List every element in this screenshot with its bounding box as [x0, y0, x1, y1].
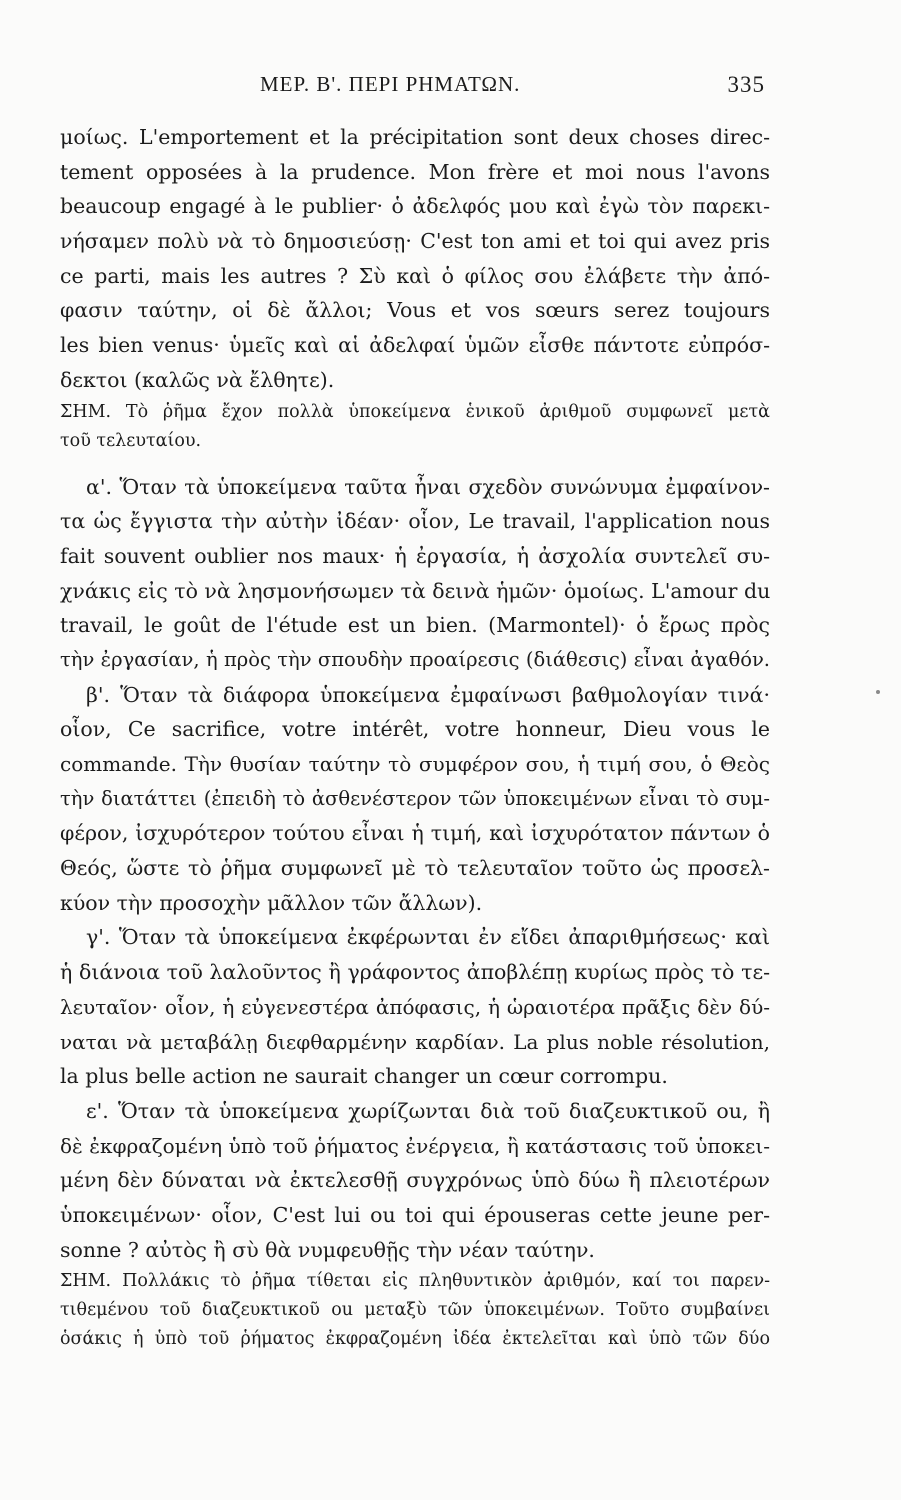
- text-line: χνάκις εἰς τὸ νὰ λησμονήσωμεν τὰ δεινὰ ἡμῶν· ὁμοίως. L'amour du: [60, 578, 770, 603]
- text-line: κύον τὴν προσοχὴν μᾶλλον τῶν ἄλλων).: [60, 890, 483, 915]
- text-line: les bien venus· ὑμεῖς καὶ αἱ ἀδελφαί ὑμῶν εἶσθε πάντοτε εὐπρόσ-: [60, 333, 770, 358]
- text-line: Θεός, ὥστε τὸ ῥῆμα συμφωνεῖ μὲ τὸ τελευταῖον τοῦτο ὡς προσελ-: [60, 856, 770, 881]
- text-line: sonne ? αὐτὸς ἢ σὺ θὰ νυμφευθῇς τὴν νέαν ταύτην.: [60, 1237, 595, 1262]
- text-line: μένη δὲν δύναται νὰ ἐκτελεσθῇ συγχρόνως ὑπὸ δύω ἢ πλειοτέρων: [60, 1168, 770, 1193]
- text-line: γ'. Ὅταν τὰ ὑποκείμενα ἐκφέρωνται ἐν εἴδει ἀπαριθμήσεως· καὶ: [86, 925, 770, 950]
- note-line: ΣΗΜ. Τὸ ῥῆμα ἔχον πολλὰ ὑποκείμενα ἑνικοῦ ἀριθμοῦ συμφωνεῖ μετὰ: [60, 401, 770, 422]
- text-line: la plus belle action ne saurait changer un cœur corrompu.: [60, 1064, 668, 1089]
- text-line: ἡ διάνοια τοῦ λαλοῦντος ἢ γράφοντος ἀποβλέπῃ κυρίως πρὸς τὸ τε-: [60, 960, 770, 985]
- text-line: fait souvent oublier nos maux· ἡ ἐργασία, ἡ ἀσχολία συντελεῖ συ-: [60, 543, 770, 568]
- note-line: ΣΗΜ. Πολλάκις τὸ ῥῆμα τίθεται εἰς πληθυντικὸν ἀριθμόν, καί τοι παρεν-: [60, 1271, 770, 1292]
- text-line: λευταῖον· οἷον, ἡ εὐγενεστέρα ἀπόφασις, ἡ ὡραιοτέρα πρᾶξις δὲν δύ-: [60, 994, 770, 1019]
- text-line: νήσαμεν πολὺ νὰ τὸ δημοσιεύσῃ· C'est ton ami et toi qui avez pris: [60, 229, 770, 254]
- text-line: φασιν ταύτην, οἱ δὲ ἄλλοι; Vous et vos sœurs serez toujours: [60, 298, 770, 323]
- text-line: travail, le goût de l'étude est un bien. (Marmontel)· ὁ ἔρως πρὸς: [60, 613, 770, 638]
- note-line: τιθεμένου τοῦ διαζευκτικοῦ ou μεταξὺ τῶν ὑποκειμένων. Τοῦτο συμβαίνει: [60, 1300, 770, 1321]
- text-line: δὲ ἐκφραζομένη ὑπὸ τοῦ ῥήματος ἐνέργεια, ἢ κατάστασις τοῦ ὑποκει-: [60, 1133, 770, 1158]
- text-line: tement opposées à la prudence. Mon frère et moi nous l'avons: [60, 159, 770, 184]
- text-line: φέρον, ἰσχυρότερον τούτου εἶναι ἡ τιμή, καὶ ἰσχυρότατον πάντων ὁ: [60, 821, 770, 846]
- body-text: [60, 120, 770, 1354]
- text-line: α'. Ὅταν τὰ ὑποκείμενα ταῦτα ἦναι σχεδὸν συνώνυμα ἐμφαίνον-: [86, 474, 770, 499]
- text-line: μοίως. L'emportement et la précipitation sont deux choses direc-: [60, 125, 770, 149]
- text-line: ce parti, mais les autres ? Σὺ καὶ ὁ φίλος σου ἐλάβετε τὴν ἀπό-: [60, 263, 770, 288]
- running-title: ΜΕΡ. Β'. ΠΕΡΙ ΡΗΜΑΤΩΝ.: [260, 72, 521, 96]
- text-line: ὑποκειμένων· οἷον, C'est lui ou toi qui épouseras cette jeune per-: [60, 1202, 770, 1227]
- text-line: οἷον, Ce sacrifice, votre intérêt, votre honneur, Dieu vous le: [60, 717, 770, 742]
- text-line: β'. Ὅταν τὰ διάφορα ὑποκείμενα ἐμφαίνωσι βαθμολογίαν τινά·: [86, 682, 770, 707]
- note-line: τοῦ τελευταίου.: [60, 430, 202, 451]
- margin-dot: [876, 690, 880, 694]
- text-line: ε'. Ὅταν τὰ ὑποκείμενα χωρίζωνται διὰ τοῦ διαζευκτικοῦ ou, ἢ: [86, 1098, 770, 1123]
- text-line: τὴν διατάττει (ἐπειδὴ τὸ ἀσθενέστερον τῶν ὑποκειμένων εἶναι τὸ συμ-: [60, 786, 770, 810]
- text-line: δεκτοι (καλῶς νὰ ἔλθητε).: [60, 367, 335, 392]
- text-line: ναται νὰ μεταβάλῃ διεφθαρμένην καρδίαν. La plus noble résolution,: [60, 1029, 770, 1054]
- text-line: τὴν ἐργασίαν, ἡ πρὸς τὴν σπουδὴν προαίρεσις (διάθεσις) εἶναι ἀγαθόν.: [60, 647, 770, 671]
- page-header: [260, 72, 765, 106]
- text-line: beaucoup engagé à le publier· ὁ ἀδελφός μου καὶ ἐγὼ τὸν παρεκι-: [60, 194, 770, 219]
- page-number: 335: [727, 72, 765, 97]
- text-line: commande. Τὴν θυσίαν ταύτην τὸ συμφέρον σου, ἡ τιμή σου, ὁ Θεὸς: [60, 752, 770, 776]
- note-line: ὁσάκις ἡ ὑπὸ τοῦ ῥήματος ἐκφραζομένη ἰδέα ἐκτελεῖται καὶ ὑπὸ τῶν δύο: [60, 1329, 770, 1350]
- text-line: τα ὡς ἔγγιστα τὴν αὐτὴν ἰδέαν· οἷον, Le travail, l'application nous: [60, 509, 770, 534]
